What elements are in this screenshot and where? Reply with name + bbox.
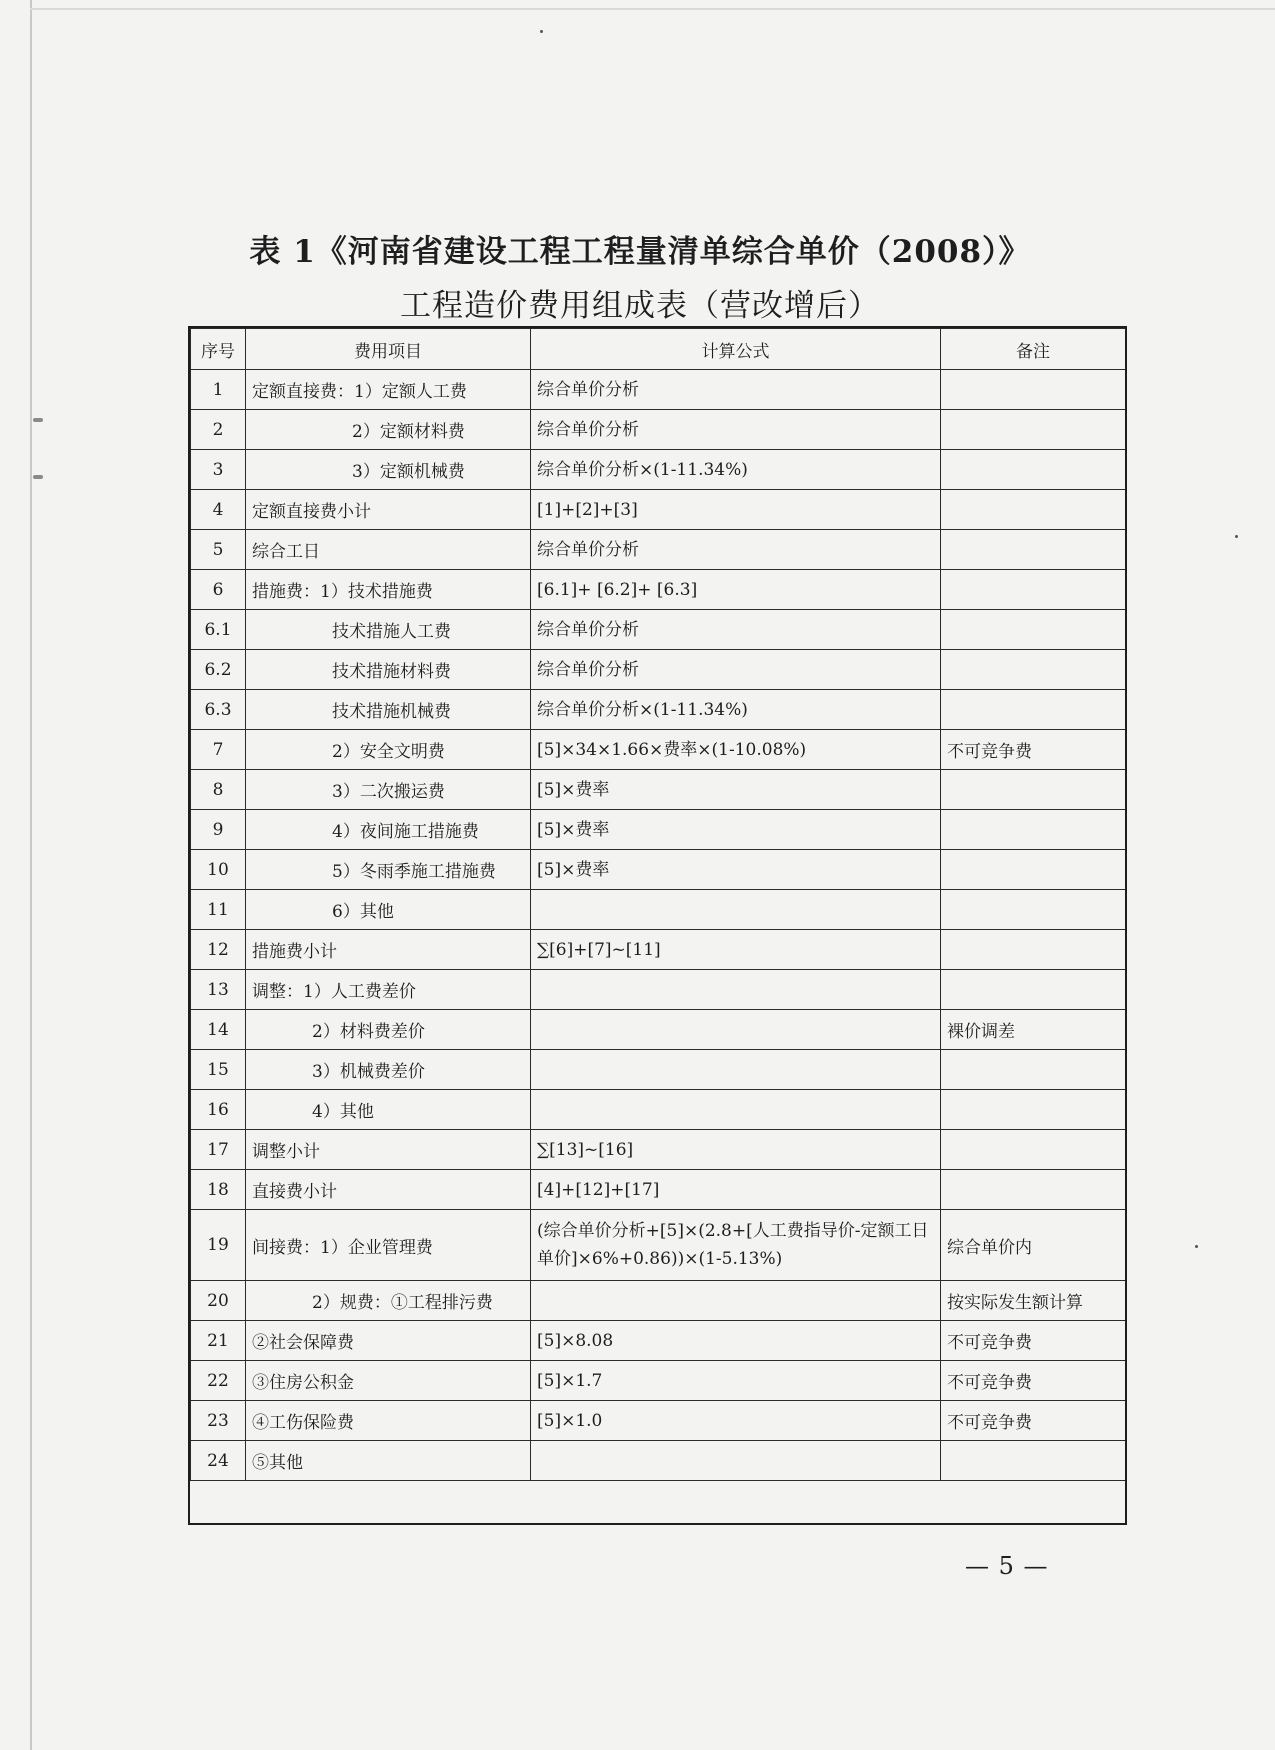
row-item: 5）冬雨季施工措施费 — [246, 850, 531, 890]
row-item: 调整：1）人工费差价 — [246, 970, 531, 1010]
row-item: 2）规费：①工程排污费 — [246, 1281, 531, 1321]
table-row — [191, 930, 1126, 970]
row-remark: 不可竞争费 — [941, 1321, 1126, 1361]
row-item: ③住房公积金 — [246, 1361, 531, 1401]
scan-speck — [1195, 1245, 1198, 1248]
row-remark: 不可竞争费 — [941, 730, 1126, 770]
row-item: 定额直接费小计 — [246, 490, 531, 530]
header-item: 费用项目 — [246, 329, 531, 370]
row-item: 4）夜间施工措施费 — [246, 810, 531, 850]
table-row — [191, 370, 1126, 410]
row-index: 9 — [191, 810, 246, 850]
document-title: 表 1《河南省建设工程工程量清单综合单价（2008）》 — [249, 234, 1031, 270]
table-row — [191, 1281, 1126, 1321]
row-formula: [5]×费率 — [531, 810, 941, 850]
row-formula — [531, 890, 941, 930]
row-item: 4）其他 — [246, 1090, 531, 1130]
row-formula: [5]×8.08 — [531, 1321, 941, 1361]
row-item: 措施费：1）技术措施费 — [246, 570, 531, 610]
row-formula: 综合单价分析×(1-11.34%) — [531, 690, 941, 730]
row-formula: (综合单价分析+[5]×(2.8+[人工费指导价-定额工日单价]×6%+0.86))×(1-5.13%) — [531, 1210, 941, 1281]
table-row — [191, 1401, 1126, 1441]
row-index: 1 — [191, 370, 246, 410]
table-row — [191, 690, 1126, 730]
row-formula: [5]×1.0 — [531, 1401, 941, 1441]
row-index: 6.1 — [191, 610, 246, 650]
row-index: 6 — [191, 570, 246, 610]
table-row — [191, 650, 1126, 690]
row-index: 16 — [191, 1090, 246, 1130]
row-remark: 综合单价内 — [941, 1210, 1126, 1281]
row-formula — [531, 1010, 941, 1050]
row-formula: 综合单价分析 — [531, 610, 941, 650]
row-formula: 综合单价分析 — [531, 650, 941, 690]
header-index: 序号 — [191, 329, 246, 370]
row-remark — [941, 690, 1126, 730]
row-index: 6.2 — [191, 650, 246, 690]
row-remark — [941, 450, 1126, 490]
row-remark — [941, 570, 1126, 610]
row-remark — [941, 970, 1126, 1010]
row-remark — [941, 930, 1126, 970]
row-remark — [941, 1130, 1126, 1170]
table-row — [191, 1361, 1126, 1401]
row-index: 21 — [191, 1321, 246, 1361]
row-formula: [5]×费率 — [531, 850, 941, 890]
row-remark — [941, 1170, 1126, 1210]
binding-staple — [33, 418, 43, 422]
row-index: 15 — [191, 1050, 246, 1090]
row-remark: 按实际发生额计算 — [941, 1281, 1126, 1321]
row-remark: 不可竞争费 — [941, 1401, 1126, 1441]
row-remark — [941, 850, 1126, 890]
row-item: 技术措施人工费 — [246, 610, 531, 650]
row-index: 7 — [191, 730, 246, 770]
row-index: 12 — [191, 930, 246, 970]
row-index: 19 — [191, 1210, 246, 1281]
row-formula — [531, 1281, 941, 1321]
table-row — [191, 970, 1126, 1010]
row-remark — [941, 410, 1126, 450]
row-item: 3）机械费差价 — [246, 1050, 531, 1090]
row-formula — [531, 1090, 941, 1130]
table-row — [191, 1210, 1126, 1281]
row-index: 5 — [191, 530, 246, 570]
row-index: 22 — [191, 1361, 246, 1401]
row-formula: [5]×1.7 — [531, 1361, 941, 1401]
header-formula: 计算公式 — [531, 329, 941, 370]
row-index: 23 — [191, 1401, 246, 1441]
table-row — [191, 570, 1126, 610]
page-number: — 5 — — [965, 1552, 1049, 1580]
row-item: 间接费：1）企业管理费 — [246, 1210, 531, 1281]
row-index: 24 — [191, 1441, 246, 1481]
row-item: 技术措施机械费 — [246, 690, 531, 730]
table-body — [191, 370, 1126, 1481]
table-row — [191, 1130, 1126, 1170]
row-remark — [941, 650, 1126, 690]
row-index: 14 — [191, 1010, 246, 1050]
page-edge — [30, 0, 32, 1750]
row-formula: 综合单价分析 — [531, 410, 941, 450]
table-row — [191, 770, 1126, 810]
row-index: 11 — [191, 890, 246, 930]
row-remark — [941, 810, 1126, 850]
table-row — [191, 850, 1126, 890]
row-item: 3）定额机械费 — [246, 450, 531, 490]
table-row — [191, 610, 1126, 650]
row-formula: [6.1]+ [6.2]+ [6.3] — [531, 570, 941, 610]
table-row — [191, 1050, 1126, 1090]
row-formula: [5]×34×1.66×费率×(1-10.08%) — [531, 730, 941, 770]
row-remark — [941, 1441, 1126, 1481]
row-formula — [531, 1441, 941, 1481]
row-formula: [1]+[2]+[3] — [531, 490, 941, 530]
row-item: 技术措施材料费 — [246, 650, 531, 690]
row-remark — [941, 890, 1126, 930]
row-index: 8 — [191, 770, 246, 810]
row-formula: [4]+[12]+[17] — [531, 1170, 941, 1210]
row-item: 调整小计 — [246, 1130, 531, 1170]
row-index: 3 — [191, 450, 246, 490]
table-row — [191, 1321, 1126, 1361]
table-row — [191, 1170, 1126, 1210]
row-item: 6）其他 — [246, 890, 531, 930]
scan-speck — [1235, 535, 1238, 538]
table-row — [191, 810, 1126, 850]
table-row — [191, 410, 1126, 450]
row-remark — [941, 610, 1126, 650]
table-row — [191, 1090, 1126, 1130]
row-formula — [531, 1050, 941, 1090]
document-subtitle: 工程造价费用组成表（营改增后） — [400, 288, 880, 324]
row-formula — [531, 970, 941, 1010]
table-row — [191, 730, 1126, 770]
page-edge-top — [30, 8, 1275, 10]
table-row — [191, 1010, 1126, 1050]
row-index: 4 — [191, 490, 246, 530]
row-index: 17 — [191, 1130, 246, 1170]
fee-composition-table — [190, 328, 1126, 1481]
row-remark — [941, 370, 1126, 410]
row-formula: 综合单价分析 — [531, 530, 941, 570]
row-formula: 综合单价分析×(1-11.34%) — [531, 450, 941, 490]
row-item: ④工伤保险费 — [246, 1401, 531, 1441]
row-formula: ∑[13]~[16] — [531, 1130, 941, 1170]
table-header-row — [191, 329, 1126, 370]
row-formula: 综合单价分析 — [531, 370, 941, 410]
row-remark — [941, 1090, 1126, 1130]
row-formula: ∑[6]+[7]~[11] — [531, 930, 941, 970]
row-item: 综合工日 — [246, 530, 531, 570]
row-item: ⑤其他 — [246, 1441, 531, 1481]
row-remark: 裸价调差 — [941, 1010, 1126, 1050]
table-row — [191, 490, 1126, 530]
row-remark — [941, 530, 1126, 570]
row-item: 直接费小计 — [246, 1170, 531, 1210]
row-index: 18 — [191, 1170, 246, 1210]
row-remark — [941, 770, 1126, 810]
table-row — [191, 530, 1126, 570]
row-remark — [941, 490, 1126, 530]
row-item: 2）材料费差价 — [246, 1010, 531, 1050]
row-index: 20 — [191, 1281, 246, 1321]
row-item: ②社会保障费 — [246, 1321, 531, 1361]
row-item: 定额直接费：1）定额人工费 — [246, 370, 531, 410]
row-remark: 不可竞争费 — [941, 1361, 1126, 1401]
table-row — [191, 1441, 1126, 1481]
row-item: 2）定额材料费 — [246, 410, 531, 450]
row-formula: [5]×费率 — [531, 770, 941, 810]
row-index: 2 — [191, 410, 246, 450]
row-index: 6.3 — [191, 690, 246, 730]
table-row — [191, 890, 1126, 930]
row-index: 10 — [191, 850, 246, 890]
row-item: 措施费小计 — [246, 930, 531, 970]
scan-speck — [540, 30, 543, 33]
binding-staple — [33, 475, 43, 479]
table-row — [191, 450, 1126, 490]
header-remark: 备注 — [941, 329, 1126, 370]
row-item: 3）二次搬运费 — [246, 770, 531, 810]
row-item: 2）安全文明费 — [246, 730, 531, 770]
row-remark — [941, 1050, 1126, 1090]
row-index: 13 — [191, 970, 246, 1010]
